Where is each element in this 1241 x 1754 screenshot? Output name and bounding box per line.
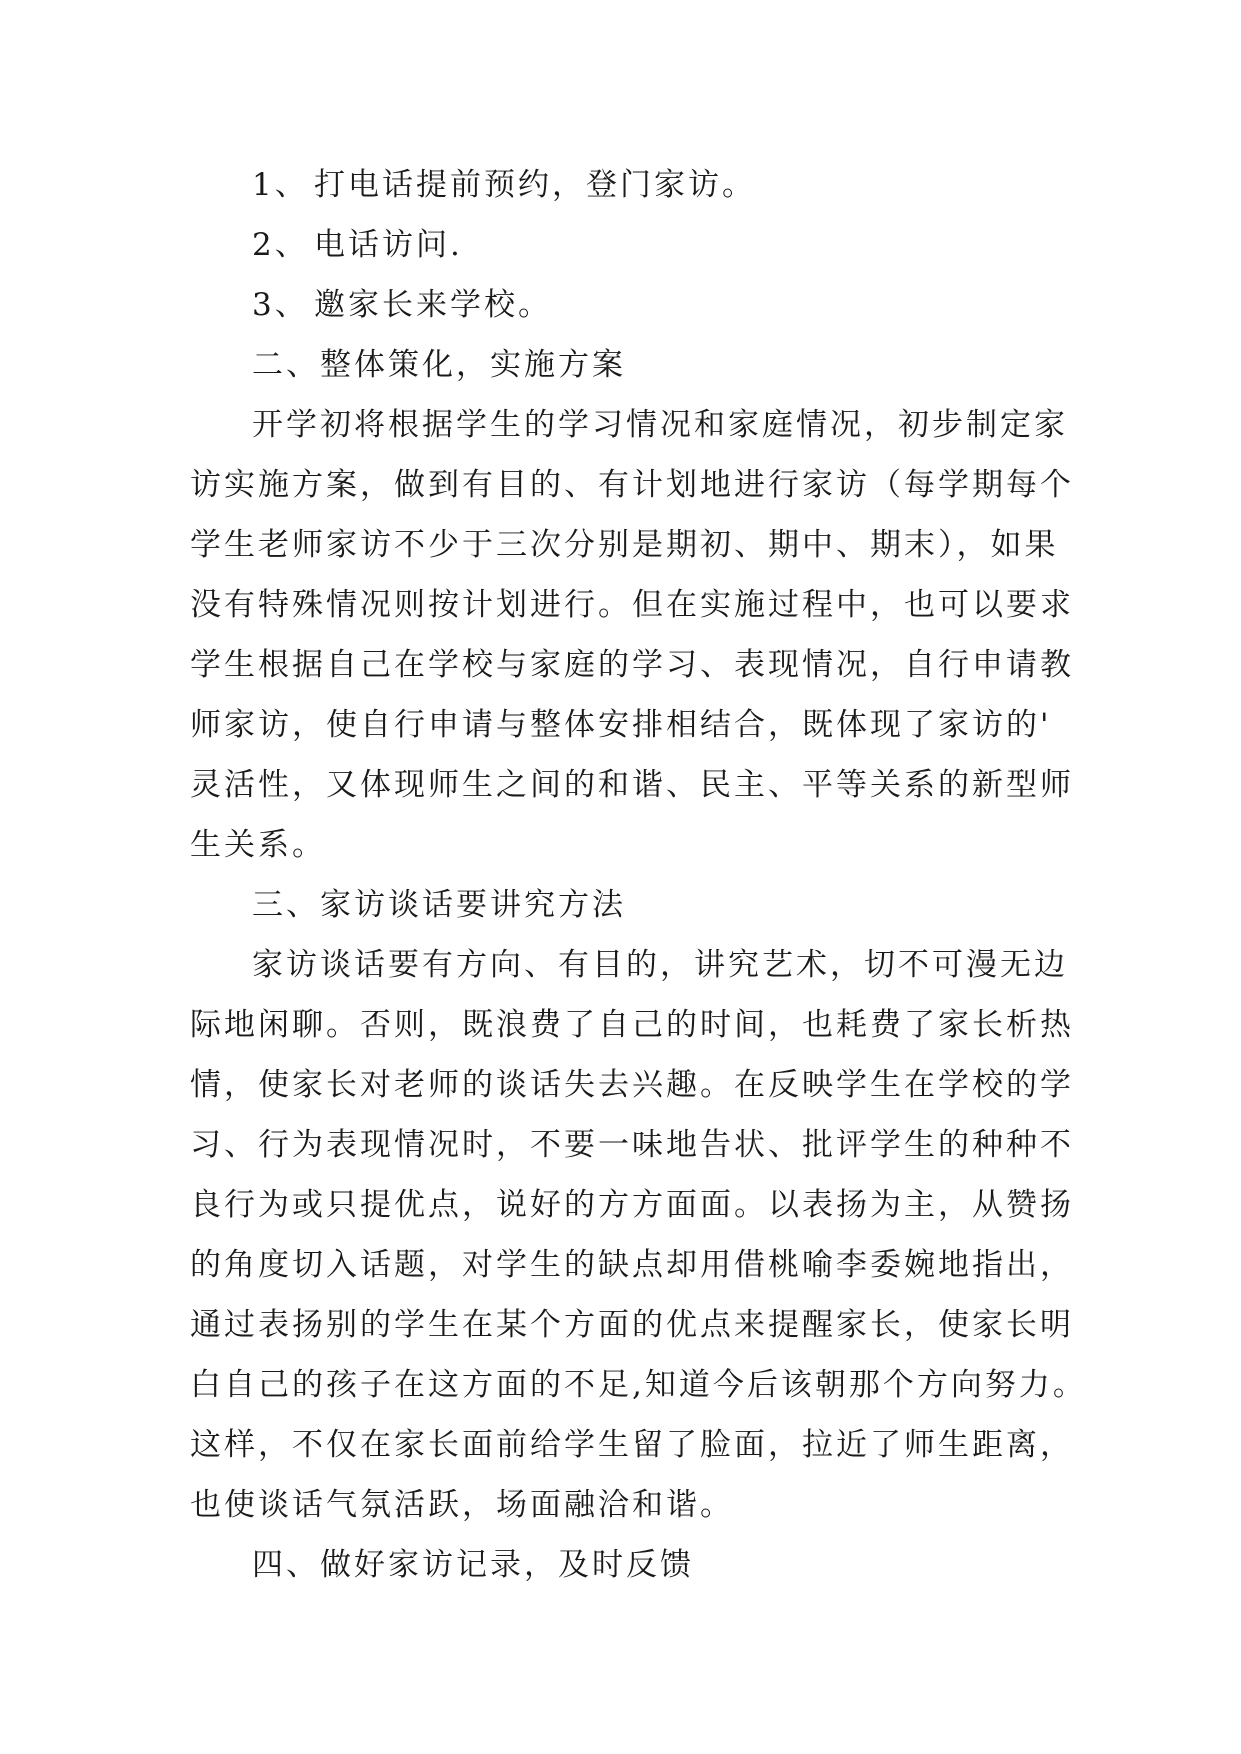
paragraph-line: 也使谈话气氛活跃，场面融洽和谐。: [190, 1487, 734, 1523]
section-heading: 四、做好家访记录，及时反馈: [252, 1547, 694, 1583]
paragraph-line: 白自己的孩子在这方面的不足,知道今后该朝那个方向努力。: [190, 1367, 1087, 1403]
paragraph-line: 家访谈话要有方向、有目的，讲究艺术，切不可漫无边: [252, 947, 1068, 983]
list-number: 2、: [252, 227, 309, 263]
list-number: 1、: [252, 167, 309, 203]
section-heading: 二、整体策化，实施方案: [252, 347, 626, 383]
paragraph-line: 没有特殊情况则按计划进行。但在实施过程中，也可以要求: [190, 587, 1074, 623]
list-text: 邀家长来学校。: [314, 287, 552, 323]
paragraph-line: 灵活性，又体现师生之间的和谐、民主、平等关系的新型师: [190, 767, 1074, 803]
paragraph-line: 访实施方案，做到有目的、有计划地进行家访（每学期每个: [190, 467, 1074, 503]
paragraph-line: 学生根据自己在学校与家庭的学习、表现情况，自行申请教: [190, 647, 1074, 683]
list-text: 打电话提前预约，登门家访。: [314, 167, 756, 203]
paragraph-line: 际地闲聊。否则，既浪费了自己的时间，也耗费了家长析热: [190, 1007, 1074, 1043]
paragraph-line: 这样，不仅在家长面前给学生留了脸面，拉近了师生距离，: [190, 1427, 1074, 1463]
list-item: [190, 155, 1060, 215]
paragraph-line: 通过表扬别的学生在某个方面的优点来提醒家长，使家长明: [190, 1307, 1074, 1343]
list-number: 3、: [252, 287, 309, 323]
paragraph-line: 习、行为表现情况时，不要一味地告状、批评学生的种种不: [190, 1127, 1074, 1163]
paragraph-line: 的角度切入话题，对学生的缺点却用借桃喻李委婉地指出，: [190, 1247, 1074, 1283]
paragraph-line: 生关系。: [190, 827, 326, 863]
paragraph-line: 良行为或只提优点，说好的方方面面。以表扬为主，从赞扬: [190, 1187, 1074, 1223]
paragraph-line: 情，使家长对老师的谈话失去兴趣。在反映学生在学校的学: [190, 1067, 1074, 1103]
paragraph-line: 开学初将根据学生的学习情况和家庭情况，初步制定家: [252, 407, 1068, 443]
document-body: [190, 155, 1087, 1595]
section-heading: 三、家访谈话要讲究方法: [252, 887, 626, 923]
paragraph-line: 学生老师家访不少于三次分别是期初、期中、期末），如果: [190, 527, 1059, 563]
paragraph-line: 师家访，使自行申请与整体安排相结合，既体现了家访的': [190, 707, 1052, 743]
list-text: 电话访问.: [314, 227, 463, 263]
list-item: [190, 275, 1060, 335]
list-item: [190, 215, 1060, 275]
